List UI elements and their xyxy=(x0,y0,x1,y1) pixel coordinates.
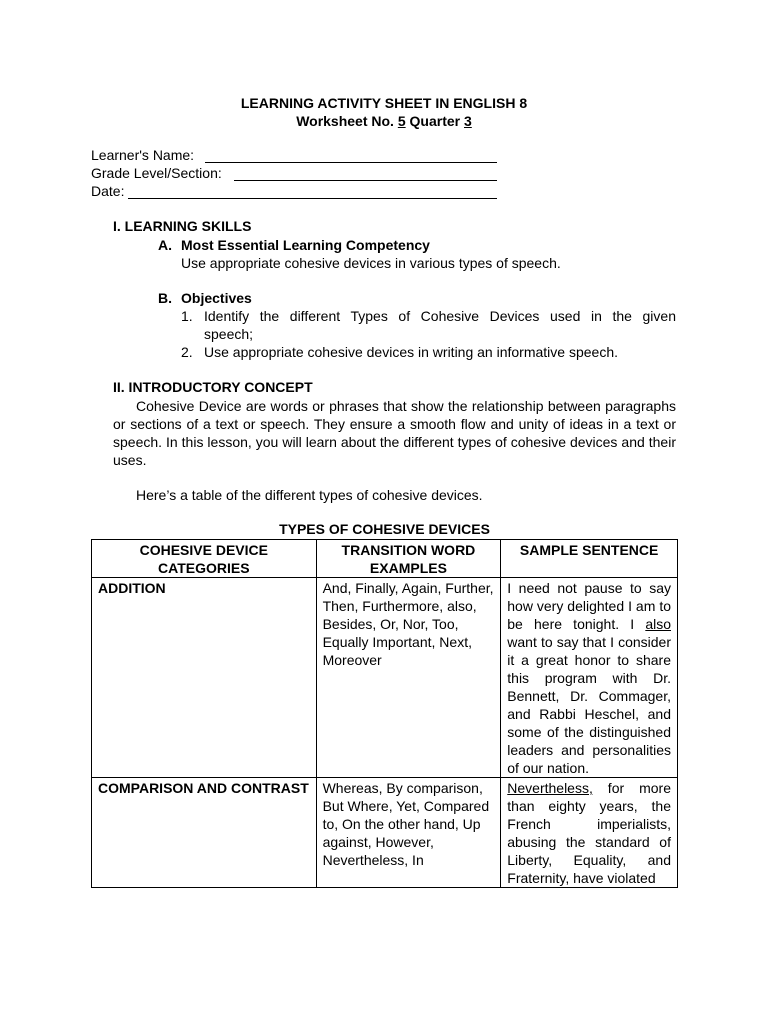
sample-text-end: want to say that I consider it a great honor to share this program with Dr. Bennett, Dr. Commager, and Rabbi Heschel, and some of the distinguished leaders and personalities of our nation. xyxy=(507,634,671,776)
learner-name-line[interactable] xyxy=(205,162,497,163)
examples-cell: And, Finally, Again, Further, Then, Furthermore, also, Besides, Or, Nor, Too, Equally Important, Next, Moreover xyxy=(316,578,501,778)
competency-marker: A. xyxy=(158,237,172,253)
grade-section-label: Grade Level/Section: xyxy=(91,165,222,181)
table-header-row xyxy=(92,540,678,578)
objectives-marker: B. xyxy=(158,290,172,306)
section-introductory-heading: II. INTRODUCTORY CONCEPT xyxy=(113,379,313,395)
cohesive-devices-table xyxy=(91,539,678,888)
examples-cell: Whereas, By comparison, But Where, Yet, Compared to, On the other hand, Up against, However, Nevertheless, In xyxy=(316,778,501,888)
date-line[interactable] xyxy=(128,198,497,199)
sample-text-end: for more than eighty years, the French imperialists, abusing the standard of Liberty, Equality, and Fraternity, have violated xyxy=(507,780,671,886)
header-categories: COHESIVE DEVICE CATEGORIES xyxy=(92,540,317,578)
objective-1-line-1: Identify the different Types of Cohesive Devices used in the given xyxy=(204,308,676,324)
sample-highlight-word: also xyxy=(645,616,671,632)
category-cell: COMPARISON AND CONTRAST xyxy=(92,778,317,888)
table-intro-text: Here’s a table of the different types of cohesive devices. xyxy=(136,487,483,503)
objective-1-line-2: speech; xyxy=(204,326,254,342)
competency-text: Use appropriate cohesive devices in various types of speech. xyxy=(181,255,561,271)
quarter-number: 3 xyxy=(464,113,472,129)
worksheet-subtitle xyxy=(0,113,768,129)
objective-2-number: 2. xyxy=(181,344,193,360)
table-row xyxy=(92,578,678,778)
worksheet-title: LEARNING ACTIVITY SHEET IN ENGLISH 8 xyxy=(240,95,528,111)
intro-paragraph: Cohesive Device are words or phrases that show the relationship between paragraphs or sections of a text or speech. They ensure a smooth flow and unity of ideas in a text or speech. In this lesson, you will learn about the different types of cohesive devices and their uses. xyxy=(113,398,676,468)
quarter-label: Quarter xyxy=(409,113,461,129)
date-label: Date: xyxy=(91,183,125,199)
objective-1-number: 1. xyxy=(181,308,193,324)
table-caption: TYPES OF COHESIVE DEVICES xyxy=(279,521,490,537)
sample-cell xyxy=(501,778,678,888)
table-row xyxy=(92,778,678,888)
header-sample-sentence: SAMPLE SENTENCE xyxy=(501,540,678,578)
sample-highlight-word: Nevertheless, xyxy=(507,780,593,796)
worksheet-prefix: Worksheet No. xyxy=(296,113,394,129)
objectives-heading: Objectives xyxy=(181,290,252,306)
sample-text-start: I need not pause to say how very delighted I am to be here tonight. I xyxy=(507,580,671,632)
objective-2-text: Use appropriate cohesive devices in writing an informative speech. xyxy=(204,344,618,360)
learner-name-label: Learner's Name: xyxy=(91,147,195,163)
header-transition-words: TRANSITION WORD EXAMPLES xyxy=(316,540,501,578)
grade-section-line[interactable] xyxy=(234,180,497,181)
category-cell: ADDITION xyxy=(92,578,317,778)
section-learning-skills-heading: I. LEARNING SKILLS xyxy=(113,218,252,234)
competency-heading: Most Essential Learning Competency xyxy=(181,237,430,253)
sample-cell xyxy=(501,578,678,778)
worksheet-number: 5 xyxy=(397,113,406,129)
